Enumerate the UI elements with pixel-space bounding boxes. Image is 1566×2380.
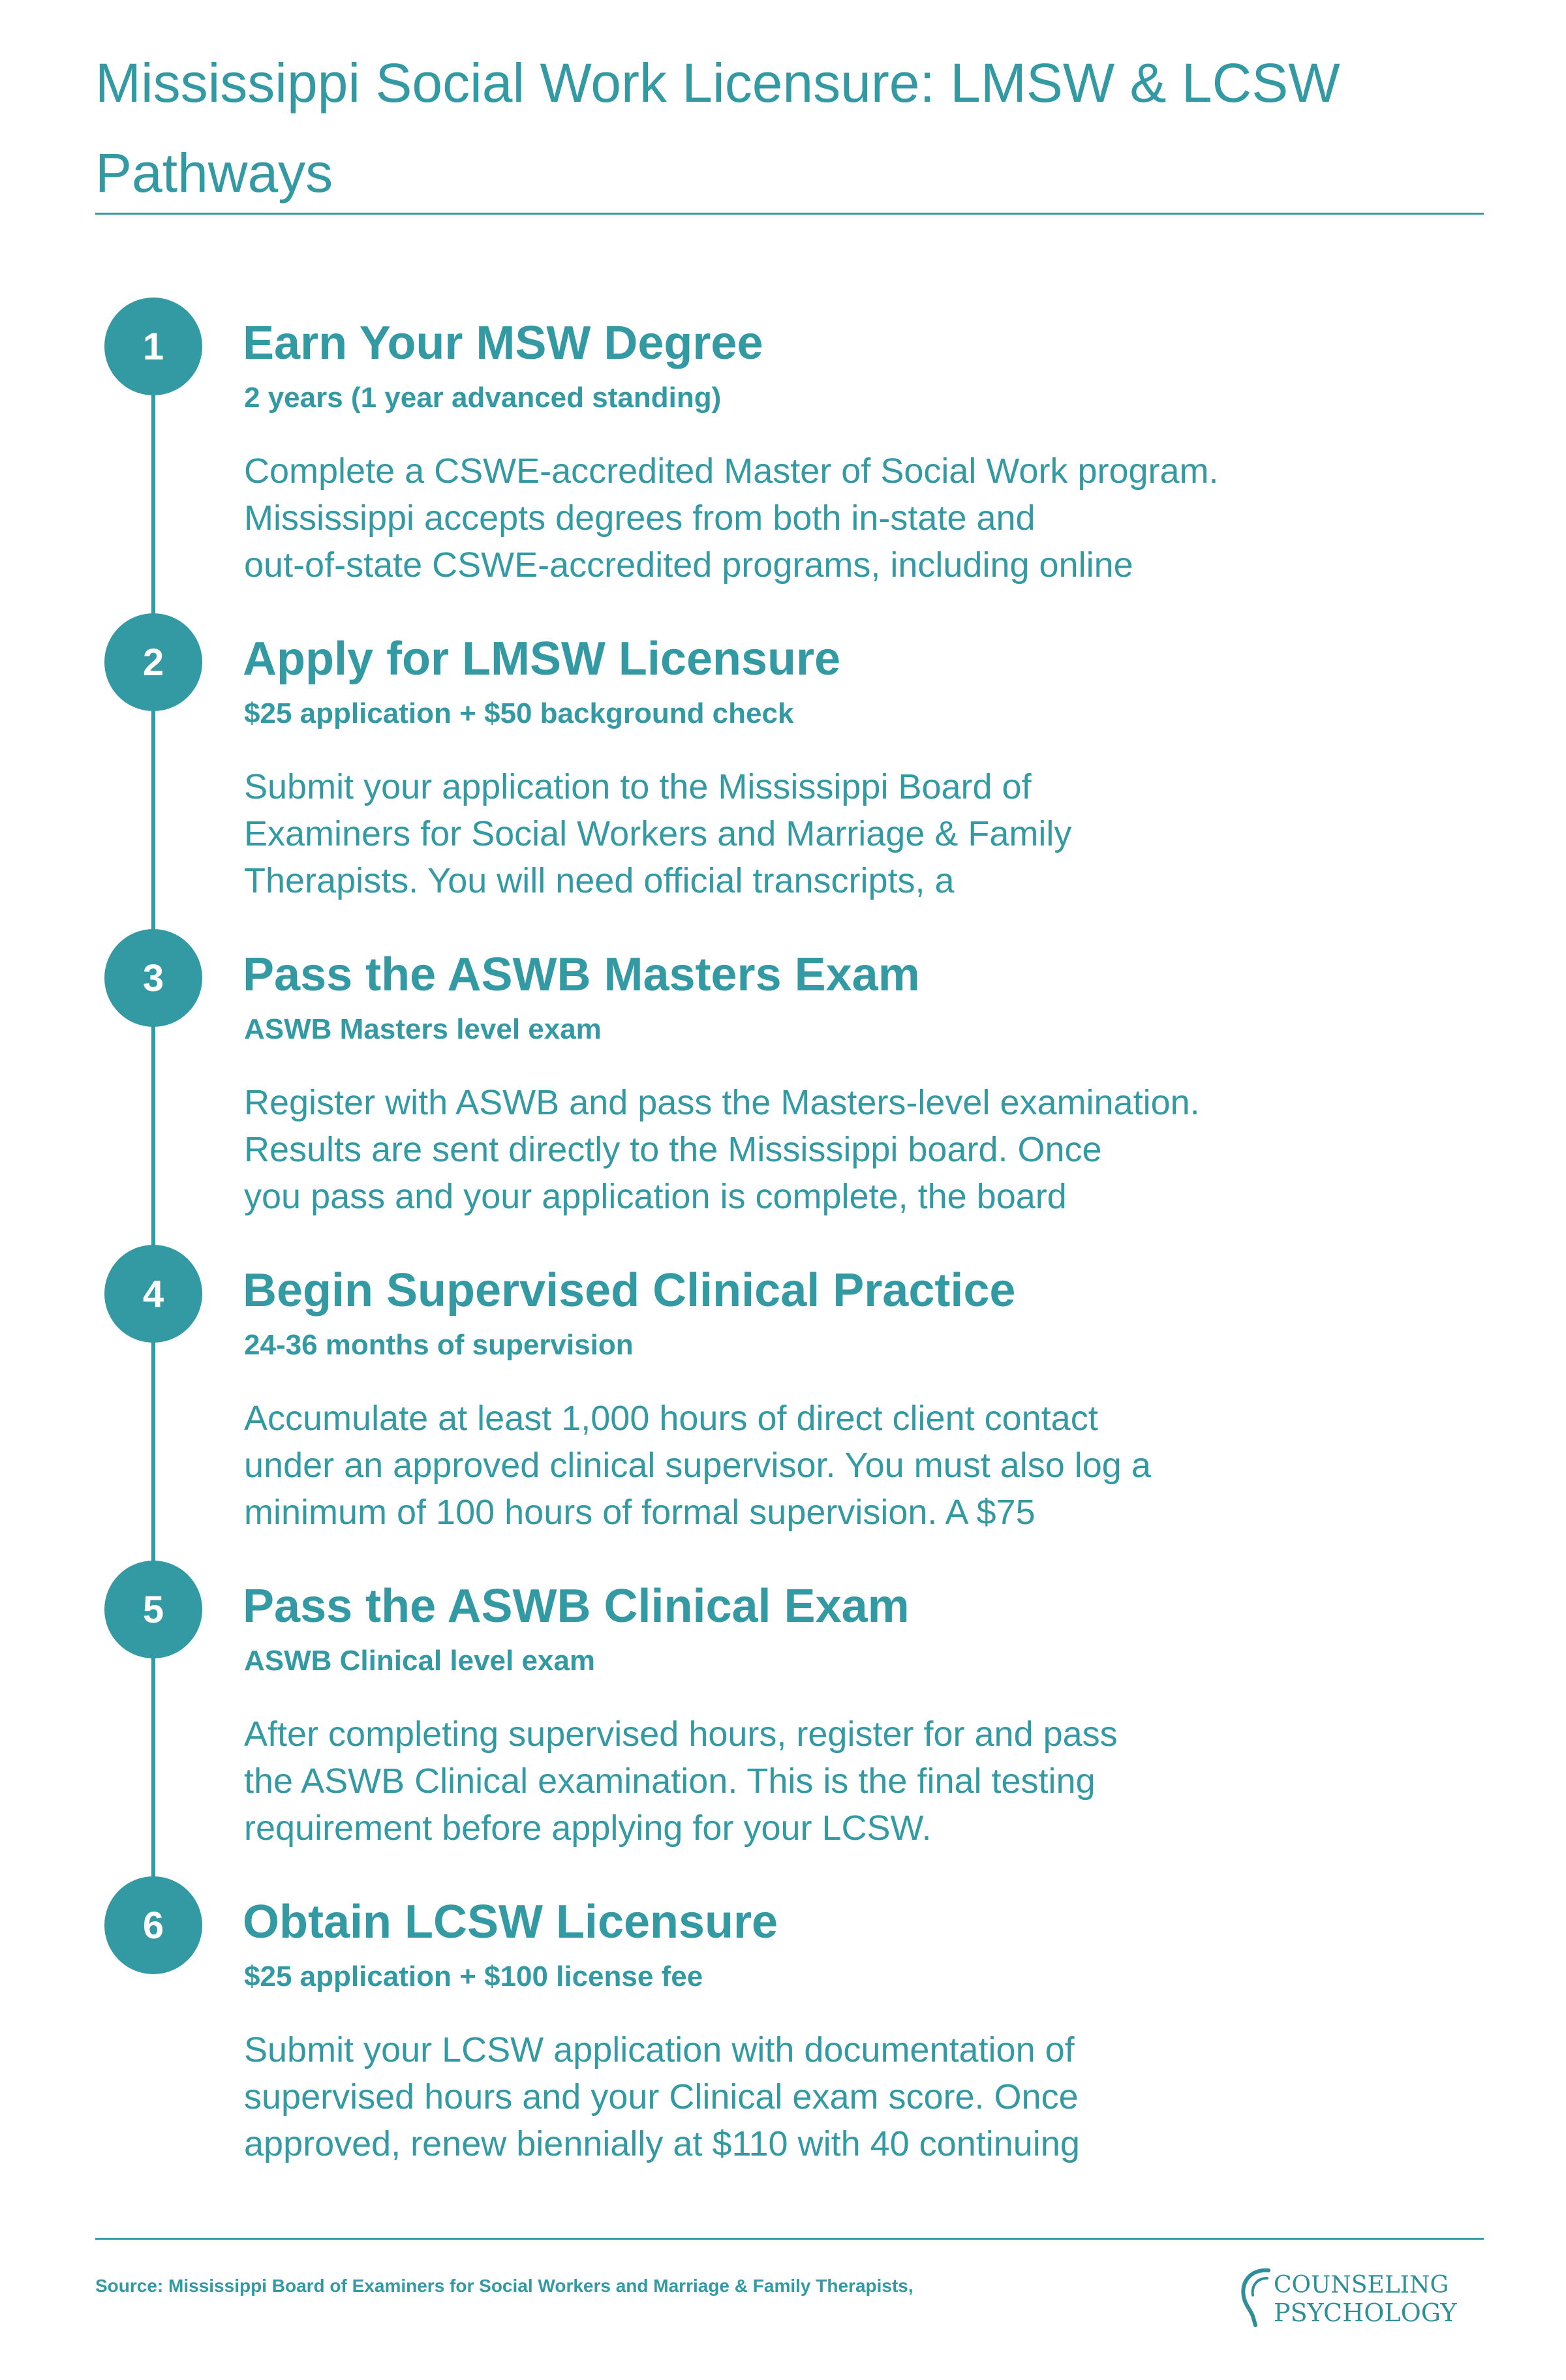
page-title: Mississippi Social Work Licensure: LMSW & LCSW Pathways: [95, 52, 1340, 204]
description-line: After completing supervised hours, register for and pass: [244, 1715, 1118, 1754]
description-line: Mississippi accepts degrees from both in-state and: [244, 498, 1036, 538]
step-duration: 2 years (1 year advanced standing): [244, 382, 722, 414]
logo-text-line2: PSYCHOLOGY: [1274, 2298, 1457, 2327]
step-description: [244, 448, 1219, 588]
step-description: [244, 2026, 1080, 2167]
description-line: you pass and your application is complete, the board: [244, 1177, 1067, 1216]
step-title: Pass the ASWB Masters Exam: [243, 949, 920, 1001]
description-line: Complete a CSWE-accredited Master of Social Work program.: [244, 451, 1219, 491]
step-description: [244, 763, 1071, 904]
step-number-badge: 4: [104, 1245, 202, 1343]
step-exam: ASWB Masters level exam: [244, 1013, 602, 1045]
step-number-badge: 6: [104, 1876, 202, 1974]
description-line: Register with ASWB and pass the Masters-level examination.: [244, 1083, 1200, 1122]
step-number-badge: 3: [104, 929, 202, 1027]
bottom-divider: [95, 2238, 1484, 2240]
description-line: Submit your application to the Mississippi Board of: [244, 767, 1032, 806]
step-exam: ASWB Clinical level exam: [244, 1645, 595, 1677]
description-line: approved, renew biennially at $110 with 40 continuing: [244, 2124, 1080, 2163]
description-line: supervised hours and your Clinical exam score. Once: [244, 2077, 1079, 2116]
top-divider: [95, 213, 1484, 215]
description-line: under an approved clinical supervisor. You must also log a: [244, 1446, 1151, 1485]
step-number-badge: 2: [104, 613, 202, 711]
step-title: Begin Supervised Clinical Practice: [243, 1264, 1016, 1317]
step-number-badge: 5: [104, 1561, 202, 1658]
step-description: [244, 1079, 1200, 1220]
step-number-badge: 1: [104, 298, 202, 395]
step-cost: $25 application + $100 license fee: [244, 1960, 703, 1992]
step-title: Apply for LMSW Licensure: [243, 633, 841, 685]
logo-text-line1: COUNSELING: [1274, 2272, 1449, 2298]
description-line: minimum of 100 hours of formal supervision. A $75: [244, 1493, 1036, 1532]
step-cost: $25 application + $50 background check: [244, 697, 794, 729]
step-title: Earn Your MSW Degree: [243, 317, 763, 369]
step-description: [244, 1711, 1118, 1852]
description-line: requirement before applying for your LCSW.: [244, 1808, 932, 1848]
description-line: Examiners for Social Workers and Marriage & Family: [244, 814, 1072, 853]
description-line: Accumulate at least 1,000 hours of direct client contact: [244, 1399, 1098, 1438]
description-line: Submit your LCSW application with documentation of: [244, 2030, 1075, 2069]
counseling-psychology-logo: [1237, 2264, 1485, 2329]
step-description: [244, 1395, 1151, 1536]
step-title: Obtain LCSW Licensure: [243, 1896, 778, 1948]
description-line: the ASWB Clinical examination. This is the final testing: [244, 1762, 1096, 1801]
source-citation: Source: Mississippi Board of Examiners for Social Workers and Marriage & Family Therapists,: [95, 2276, 914, 2296]
description-line: out-of-state CSWE-accredited programs, including online: [244, 545, 1133, 585]
timeline-connector: [151, 346, 155, 1899]
description-line: Therapists. You will need official transcripts, a: [244, 861, 955, 900]
description-line: Results are sent directly to the Mississippi board. Once: [244, 1130, 1102, 1169]
step-duration: 24-36 months of supervision: [244, 1329, 634, 1361]
step-title: Pass the ASWB Clinical Exam: [243, 1580, 910, 1632]
